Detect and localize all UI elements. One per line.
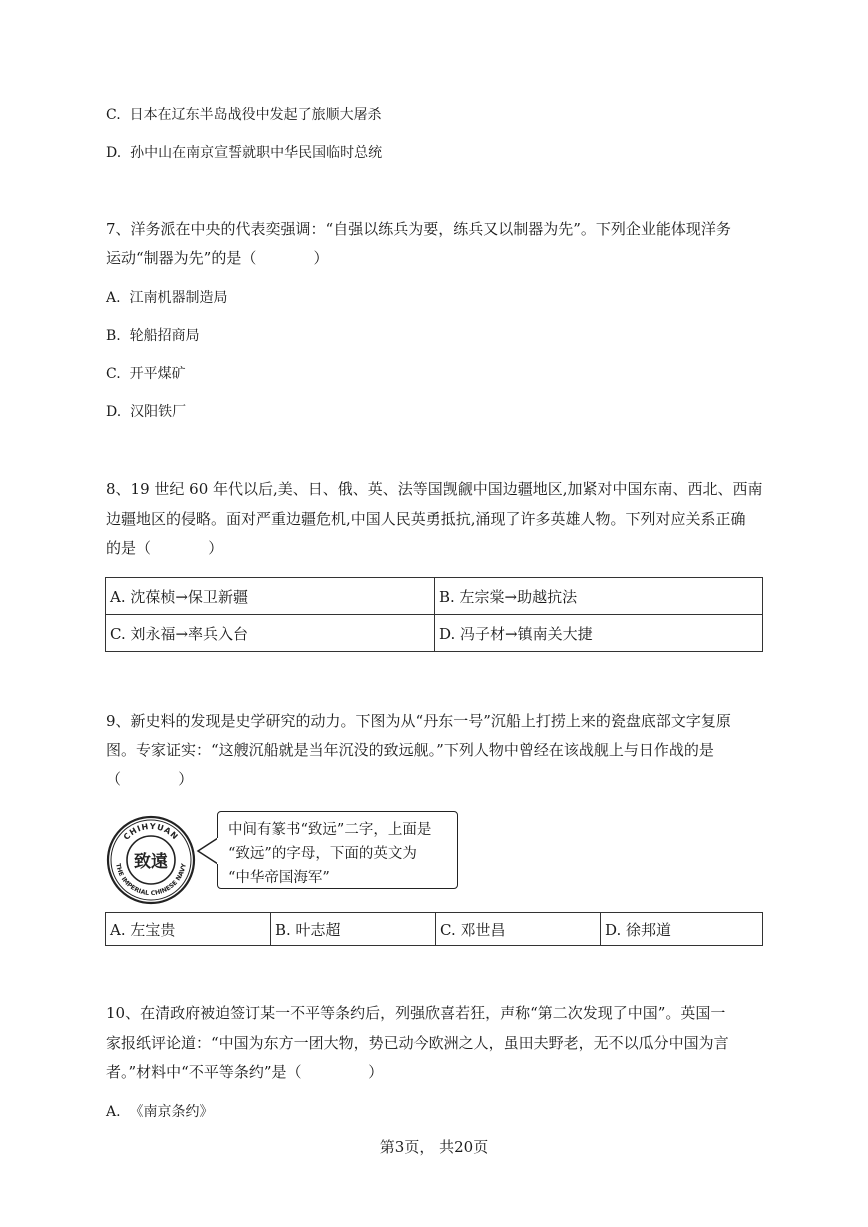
q8-stem-line3: 的是（ ） [106,539,224,557]
q9-option-c: C. 邓世昌 [436,913,601,946]
q7-option-d: D. 汉阳铁厂 [106,404,187,420]
svg-text:CHIHYUAN [122,822,180,842]
q7-option-a: A. 江南机器制造局 [106,290,228,306]
q7-stem-line2: 运动“制器为先”的是（ ） [106,249,329,267]
q7-stem-line1: 7、洋务派在中央的代表奕强调：“自强以练兵为要，练兵又以制器为先”。下列企业能体现洋务 [106,220,731,238]
q8-stem-line1: 8、19 世纪 60 年代以后,美、日、俄、英、法等国觊觎中国边疆地区,加紧对中国东南、西北、西南 [106,480,763,498]
q8-option-a: A. 沈葆桢→保卫新疆 [106,578,435,615]
seal-top-text: CHIHYUAN [121,821,181,842]
q9-stem-line2: 图。专家证实：“这艘沉船就是当年沉没的致远舰。”下列人物中曾经在该战舰上与日作战的是 [106,741,714,759]
q8-stem-line2: 边疆地区的侵略。面对严重边疆危机,中国人民英勇抵抗,涌现了许多英雄人物。下列对应关系正确 [106,510,746,528]
q8-option-c: C. 刘永福→率兵入台 [106,615,435,652]
q9-stem-line1: 9、新史料的发现是史学研究的动力。下图为从“丹东一号”沉船上打捞上来的瓷盘底部文字复原 [106,712,731,730]
q8-option-d: D. 冯子材→镇南关大捷 [435,615,763,652]
q7-option-b: B. 轮船招商局 [106,328,200,344]
callout-joint [217,838,220,864]
q9-option-b: B. 叶志超 [271,913,436,946]
q8-options-table [105,577,763,652]
callout-line3: “中华帝国海军” [228,870,330,886]
q6-option-c: C. 日本在辽东半岛战役中发起了旅顺大屠杀 [106,107,382,123]
seal-bottom-text: THE IMPERIAL CHINESE NAVY [114,862,188,898]
page-number: 第3页， 共20页 [379,1138,489,1156]
q9-option-a: A. 左宝贵 [106,913,271,946]
seal-center-text: 致遠 [134,852,168,872]
callout-line2: “致远”的字母，下面的英文为 [228,846,417,862]
zhiyuan-seal-image [106,815,196,905]
q10-stem-line2: 家报纸评论道：“中国为东方一团大物，势已动今欧洲之人，虽田夫野老，无不以瓜分中国为言 [106,1034,729,1052]
q10-stem-line3: 者。”材料中“不平等条约”是（ ） [106,1063,384,1081]
q9-options-table [105,912,763,946]
q9-callout-box [217,811,458,889]
q10-stem-line1: 10、在清政府被迫签订某一不平等条约后，列强欣喜若狂，声称“第二次发现了中国”。英国一 [106,1004,726,1022]
q9-option-d: D. 徐邦道 [601,913,763,946]
q8-option-b: B. 左宗棠→助越抗法 [435,578,763,615]
q10-option-a: A. 《南京条约》 [106,1104,214,1120]
q6-option-d: D. 孙中山在南京宣誓就职中华民国临时总统 [106,145,383,161]
seal-icon [106,815,196,905]
callout-line1: 中间有篆书“致远”二字，上面是 [228,822,432,838]
q7-option-c: C. 开平煤矿 [106,366,186,382]
q9-stem-line3: （ ） [106,770,194,788]
